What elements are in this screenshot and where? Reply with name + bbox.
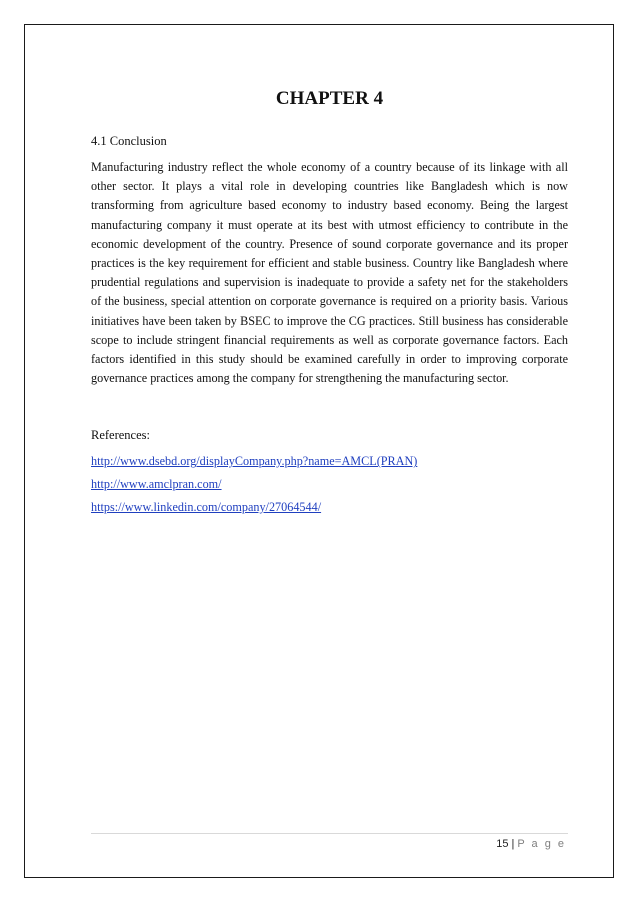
chapter-title: CHAPTER 4 [275, 88, 384, 109]
page-footer [496, 838, 566, 850]
footer-divider [91, 833, 568, 834]
section-heading: 4.1 Conclusion [91, 134, 167, 148]
document-content [91, 86, 568, 522]
footer-separator: | [511, 838, 515, 850]
page-number: 15 [496, 838, 509, 850]
page-label: P a g e [517, 838, 566, 850]
references-list [91, 454, 568, 513]
reference-link-amclpran[interactable]: http://www.amclpran.com/ [91, 477, 222, 492]
conclusion-paragraph: Manufacturing industry reflect the whole economy of a country because of its linkage with all other sector. It plays a vital role in developing countries like Bangladesh which is now transforming from agriculture based economy to industry based economy. Being the largest manufacturing company it must operate at its best with utmost efficiency to contribute in the economic development of the country. Presence of sound corporate governance and its proper practices is the key requirement for efficient and stable business. Country like Bangladesh where prudential regulations and supervision is inadequate to provide a safety net for the stakeholders of the business, special attention on corporate governance is required on a priority basis. Various initiatives have been taken by BSEC to improve the CG practices. Still business has considerable scope to include stringent financial requirements as well as corporate governance factors. Each factors identified in this study should be examined carefully in order to improving corporate governance practices among the company for strengthening the manufacturing sector. [91, 160, 568, 386]
reference-link-linkedin[interactable]: https://www.linkedin.com/company/27064544/ [91, 499, 322, 514]
references-heading: References: [91, 428, 150, 443]
reference-link-dsebd[interactable]: http://www.dsebd.org/displayCompany.php?name=AMCL(PRAN) [91, 454, 418, 469]
